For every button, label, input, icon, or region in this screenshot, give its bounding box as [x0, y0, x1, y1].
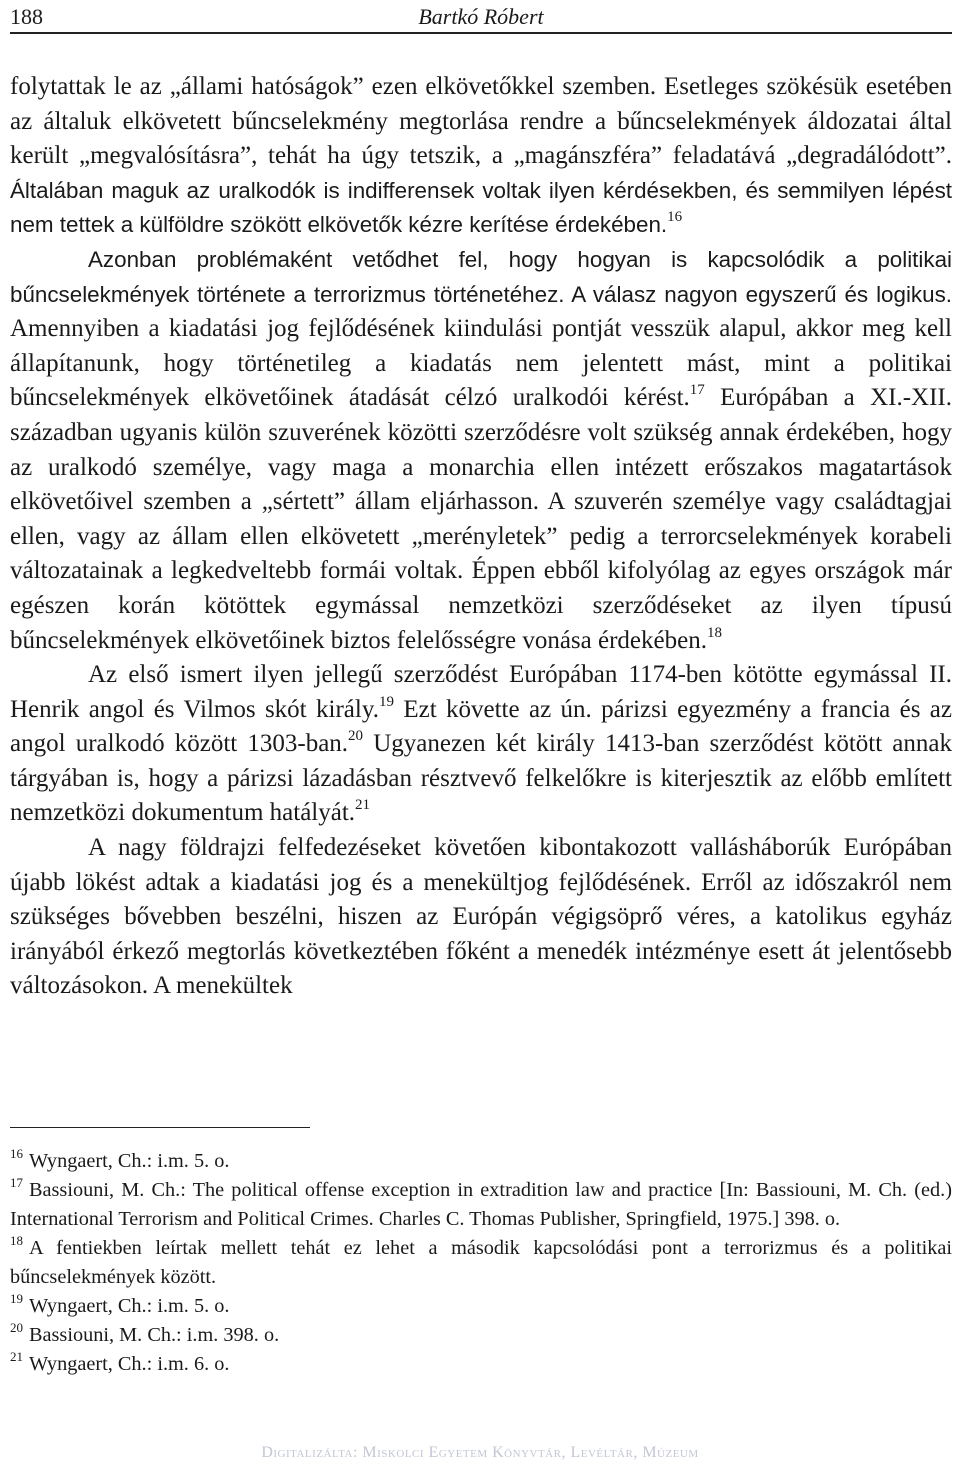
footnote-number: 19 — [10, 1291, 23, 1306]
text-segment: A nagy földrajzi felfedezéseket követően kibontakozott vallásháborúk Európában újabb lökést adtak a kiadatási jog és a menekültjog fejlődésének. Erről az időszakról nem szükséges bővebben beszélni, hiszen az Európán végigsöprő véres, a katolikus egyház irányából érkező megtorlás következtében főként a menedék intézménye esett át jelentősebb változásokon. A menekültek — [10, 834, 952, 1000]
body-paragraph — [10, 70, 952, 243]
footnote-reference: 21 — [355, 797, 371, 814]
text-segment-sans: Általában maguk az uralkodók is indifferensek voltak ilyen kérdésekben, és semmilyen lépést nem tettek a külföldre szökött elkövetők kézre kerítése érdekében. — [10, 177, 952, 238]
body-paragraph — [10, 831, 952, 1004]
text-segment: Ugyanezen két király 1413-ban szerződést kötött annak tárgyában is, hogy a párizsi lázadásban résztvevő felkelőkre is kiterjesztik az előbb említett nemzetközi dokumentum hatályát. — [10, 730, 952, 827]
footnote-text: Wyngaert, Ch.: i.m. 5. o. — [29, 1295, 230, 1317]
footnotes — [10, 1147, 952, 1379]
footnote-text: Bassiouni, M. Ch.: i.m. 398. o. — [29, 1324, 280, 1346]
text-segment: Európában a XI.-XII. században ugyanis külön szuverének közötti szerződésre volt szükség annak érdekében, hogy az uralkodó személye, vagy maga a monarchia ellen intézett erőszakos magatartások elkövetőivel szemben a „sértett” állam eljárhasson. A szuverén személye vagy családtagjai ellen, vagy az állam ellen elkövetett „merényletek” pedig a terrorcselekmények korabeli változatainak a legkedveltebb formái voltak. Éppen ebből kifolyólag az egyes országok már egészen korán kötöttek egymással nemzetközi szerződéseket az ilyen típusú bűncselekmények elkövetőinek biztos felelősségre vonása érdekében. — [10, 384, 952, 654]
body-paragraph — [10, 243, 952, 658]
footnote-number: 17 — [10, 1175, 23, 1190]
footnote-number: 16 — [10, 1146, 23, 1161]
footnote — [10, 1176, 952, 1234]
footnote-reference: 19 — [378, 693, 394, 710]
body-paragraph — [10, 658, 952, 831]
text-segment: Amennyiben a kiadatási jog fejlődésének kiindulási pontját vesszük alapul, akkor meg kell állapítanunk, hogy történetileg a kiadatás nem jelentett mást, mint a politikai bűncselekmények elkövetőinek átadását célzó uralkodói kérést. — [10, 315, 952, 412]
footnote — [10, 1292, 952, 1321]
footnote-text: Wyngaert, Ch.: i.m. 5. o. — [29, 1150, 230, 1172]
text-segment-sans: Azonban problémaként vetődhet fel, hogy hogyan is kapcsolódik a politikai bűncselekmények története a terrorizmus történetéhez. A válasz nagyon egyszerű és logikus. — [10, 246, 952, 307]
footnote-number: 21 — [10, 1349, 23, 1364]
footnote — [10, 1350, 952, 1379]
digitization-watermark: Digitalizálta: Miskolci Egyetem Könyvtár, Levéltár, Múzeum — [261, 1444, 699, 1461]
footnote-text: A fentiekben leírtak mellett tehát ez lehet a második kapcsolódási pont a terrorizmus és a politikai bűncselekmények között. — [10, 1237, 952, 1288]
text-segment: Az első ismert ilyen jellegű szerződést Európában 1174-ben kötötte egymással II. Henrik angol és Vilmos skót király. — [10, 661, 952, 723]
running-title: Bartkó Róbert — [418, 4, 544, 29]
footnote-reference: 16 — [667, 209, 683, 226]
footnote — [10, 1147, 952, 1176]
footnote-text: Bassiouni, M. Ch.: The political offense exception in extradition law and practice [In: Bassiouni, M. Ch. (ed.) International Terrorism and Political Crimes. Charles C. Thomas Publisher, Springfield, 1975.] 398. o. — [10, 1179, 952, 1230]
text-segment: folytattak le az „állami hatóságok” ezen elkövetőkkel szemben. Esetleges szökésük esetében az általuk elkövetett bűncselekmény megtorlása rendre a bűncselekmények áldozatai által került „megvalósításra”, tehát ha úgy tetszik, a „magánszféra” feladatává „degradálódott”. — [10, 73, 952, 170]
body-text — [10, 70, 952, 1004]
text-segment: Ezt követte az ún. párizsi egyezmény a francia és az angol uralkodó között 1303-ban. — [10, 695, 952, 758]
footnote-reference: 20 — [348, 728, 364, 745]
footnote-reference: 17 — [689, 382, 705, 399]
footnote — [10, 1321, 952, 1350]
footnote-number: 20 — [10, 1320, 23, 1335]
footnote-divider — [10, 1127, 310, 1128]
page-header — [10, 4, 952, 34]
page-number: 188 — [10, 4, 43, 29]
footnote-reference: 18 — [706, 624, 722, 641]
footnote-text: Wyngaert, Ch.: i.m. 6. o. — [29, 1353, 230, 1375]
footnote — [10, 1234, 952, 1292]
footnote-number: 18 — [10, 1233, 23, 1248]
